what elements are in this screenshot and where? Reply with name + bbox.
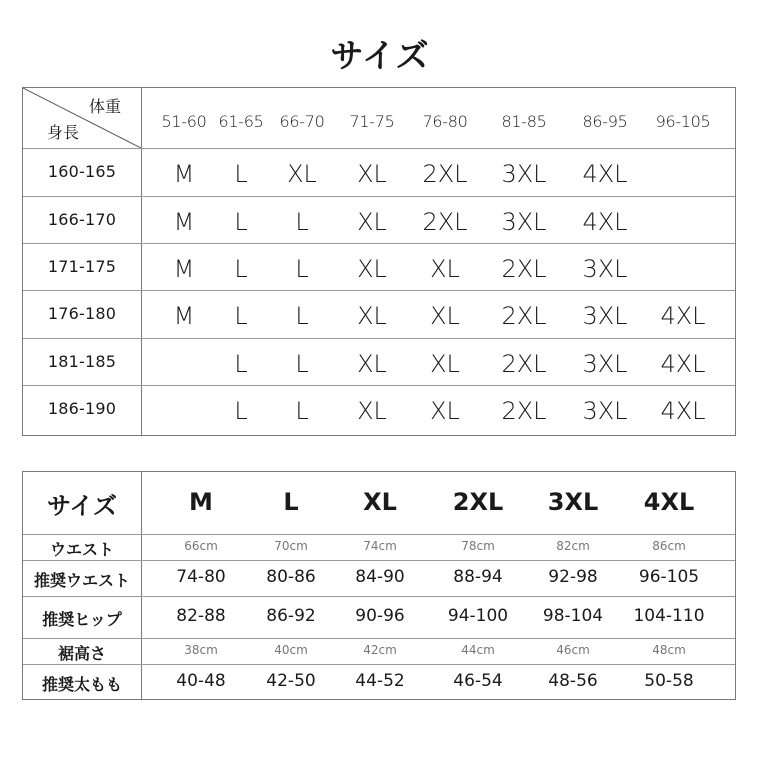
size-cell: XL	[430, 255, 460, 283]
weight-header: 体重	[89, 97, 122, 116]
measurement-label: ウエスト	[49, 540, 114, 559]
size-cell: 2XL	[501, 302, 547, 330]
size-cell: 4XL	[660, 350, 706, 378]
measurement-value: 50-58	[644, 671, 694, 691]
measurement-value: 104-110	[633, 606, 705, 626]
size-cell: L	[234, 350, 248, 378]
size-cell: XL	[357, 350, 387, 378]
measurement-value: 70cm	[274, 539, 308, 553]
measurement-value: 40-48	[176, 671, 226, 691]
measurement-value: 44-52	[355, 671, 405, 691]
row-divider	[23, 338, 735, 339]
measurement-value: 86cm	[652, 539, 686, 553]
size-cell: XL	[357, 208, 387, 236]
row-divider	[23, 196, 735, 197]
size-column-header: M	[189, 488, 213, 516]
size-cell: 3XL	[501, 160, 547, 188]
measurement-value: 96-105	[638, 567, 700, 587]
size-cell: 3XL	[582, 255, 628, 283]
row-divider	[23, 243, 735, 244]
size-cell: M	[173, 255, 195, 283]
height-range-label: 160-165	[47, 162, 117, 181]
size-cell: XL	[357, 255, 387, 283]
weight-range-header: 51-60	[161, 112, 207, 131]
size-column-header: XL	[363, 488, 397, 516]
size-cell: L	[295, 255, 309, 283]
row-divider	[23, 560, 735, 561]
row-divider	[23, 638, 735, 639]
size-column-header: 2XL	[452, 488, 504, 516]
size-cell: L	[295, 208, 309, 236]
measurement-value: 42-50	[266, 671, 316, 691]
measurement-value: 66cm	[184, 539, 218, 553]
measurement-value: 82-88	[176, 606, 226, 626]
size-cell: M	[173, 160, 195, 188]
measurement-label: 推奨太もも	[41, 675, 122, 694]
measurement-value: 90-96	[355, 606, 405, 626]
height-range-label: 181-185	[47, 352, 117, 371]
size-cell: L	[234, 255, 248, 283]
measurement-value: 46cm	[556, 643, 590, 657]
size-cell: 2XL	[501, 255, 547, 283]
size-cell: 3XL	[582, 397, 628, 425]
height-range-label: 176-180	[47, 304, 117, 323]
measurement-value: 84-90	[355, 567, 405, 587]
size-cell: XL	[430, 350, 460, 378]
size-cell: XL	[287, 160, 317, 188]
measurement-value: 74cm	[363, 539, 397, 553]
size-column-header: 3XL	[547, 488, 599, 516]
page-title: サイズ	[330, 36, 430, 75]
measurement-value: 74-80	[176, 567, 226, 587]
column-divider	[141, 88, 142, 435]
row-divider	[23, 385, 735, 386]
measurement-value: 46-54	[453, 671, 503, 691]
measurement-label: 推奨ヒップ	[42, 610, 122, 629]
weight-range-header: 71-75	[349, 112, 395, 131]
height-range-label: 186-190	[47, 399, 117, 418]
measurement-label: 裾高さ	[57, 644, 106, 663]
size-cell: L	[234, 302, 248, 330]
corner-diagonal	[23, 88, 141, 148]
size-cell: L	[295, 302, 309, 330]
size-cell: XL	[357, 397, 387, 425]
row-divider	[23, 534, 735, 535]
size-cell: L	[234, 160, 248, 188]
size-cell: 3XL	[582, 302, 628, 330]
size-cell: M	[173, 208, 195, 236]
height-range-label: 166-170	[47, 210, 117, 229]
measurement-value: 88-94	[453, 567, 503, 587]
measurement-value: 82cm	[556, 539, 590, 553]
size-cell: XL	[430, 302, 460, 330]
row-divider	[23, 148, 735, 149]
size-cell: 2XL	[422, 160, 468, 188]
measurement-value: 92-98	[548, 567, 598, 587]
measurement-label: 推奨ウエスト	[33, 571, 130, 590]
size-cell: L	[234, 397, 248, 425]
measurement-value: 78cm	[461, 539, 495, 553]
size-cell: 4XL	[582, 208, 628, 236]
row-divider	[23, 664, 735, 665]
size-cell: 3XL	[582, 350, 628, 378]
size-cell: L	[234, 208, 248, 236]
size-chart-table	[22, 87, 736, 436]
measurement-value: 38cm	[184, 643, 218, 657]
weight-range-header: 81-85	[501, 112, 547, 131]
weight-range-header: 86-95	[582, 112, 628, 131]
size-cell: L	[295, 397, 309, 425]
row-divider	[23, 290, 735, 291]
size-cell: 2XL	[501, 397, 547, 425]
measurement-value: 44cm	[461, 643, 495, 657]
size-cell: M	[173, 302, 195, 330]
size-cell: 2XL	[422, 208, 468, 236]
measurement-value: 94-100	[447, 606, 509, 626]
size-cell: XL	[430, 397, 460, 425]
size-cell: 4XL	[582, 160, 628, 188]
size-cell: L	[295, 350, 309, 378]
weight-range-header: 61-65	[218, 112, 264, 131]
measurement-value: 40cm	[274, 643, 308, 657]
height-range-label: 171-175	[47, 257, 117, 276]
measurement-value: 80-86	[266, 567, 316, 587]
weight-range-header: 76-80	[422, 112, 468, 131]
size-column-header: 4XL	[643, 488, 695, 516]
weight-range-header: 96-105	[655, 112, 711, 131]
size-cell: 2XL	[501, 350, 547, 378]
size-cell: 4XL	[660, 397, 706, 425]
measurement-value: 42cm	[363, 643, 397, 657]
row-divider	[23, 596, 735, 597]
size-header: サイズ	[46, 492, 118, 520]
size-column-header: L	[283, 488, 299, 516]
measurement-value: 98-104	[542, 606, 604, 626]
measurement-value: 48-56	[548, 671, 598, 691]
size-cell: 4XL	[660, 302, 706, 330]
height-header: 身長	[47, 123, 80, 142]
measurement-value: 86-92	[266, 606, 316, 626]
size-cell: 3XL	[501, 208, 547, 236]
size-cell: XL	[357, 160, 387, 188]
measurement-value: 48cm	[652, 643, 686, 657]
measurement-table	[22, 471, 736, 700]
weight-range-header: 66-70	[279, 112, 325, 131]
size-cell: XL	[357, 302, 387, 330]
